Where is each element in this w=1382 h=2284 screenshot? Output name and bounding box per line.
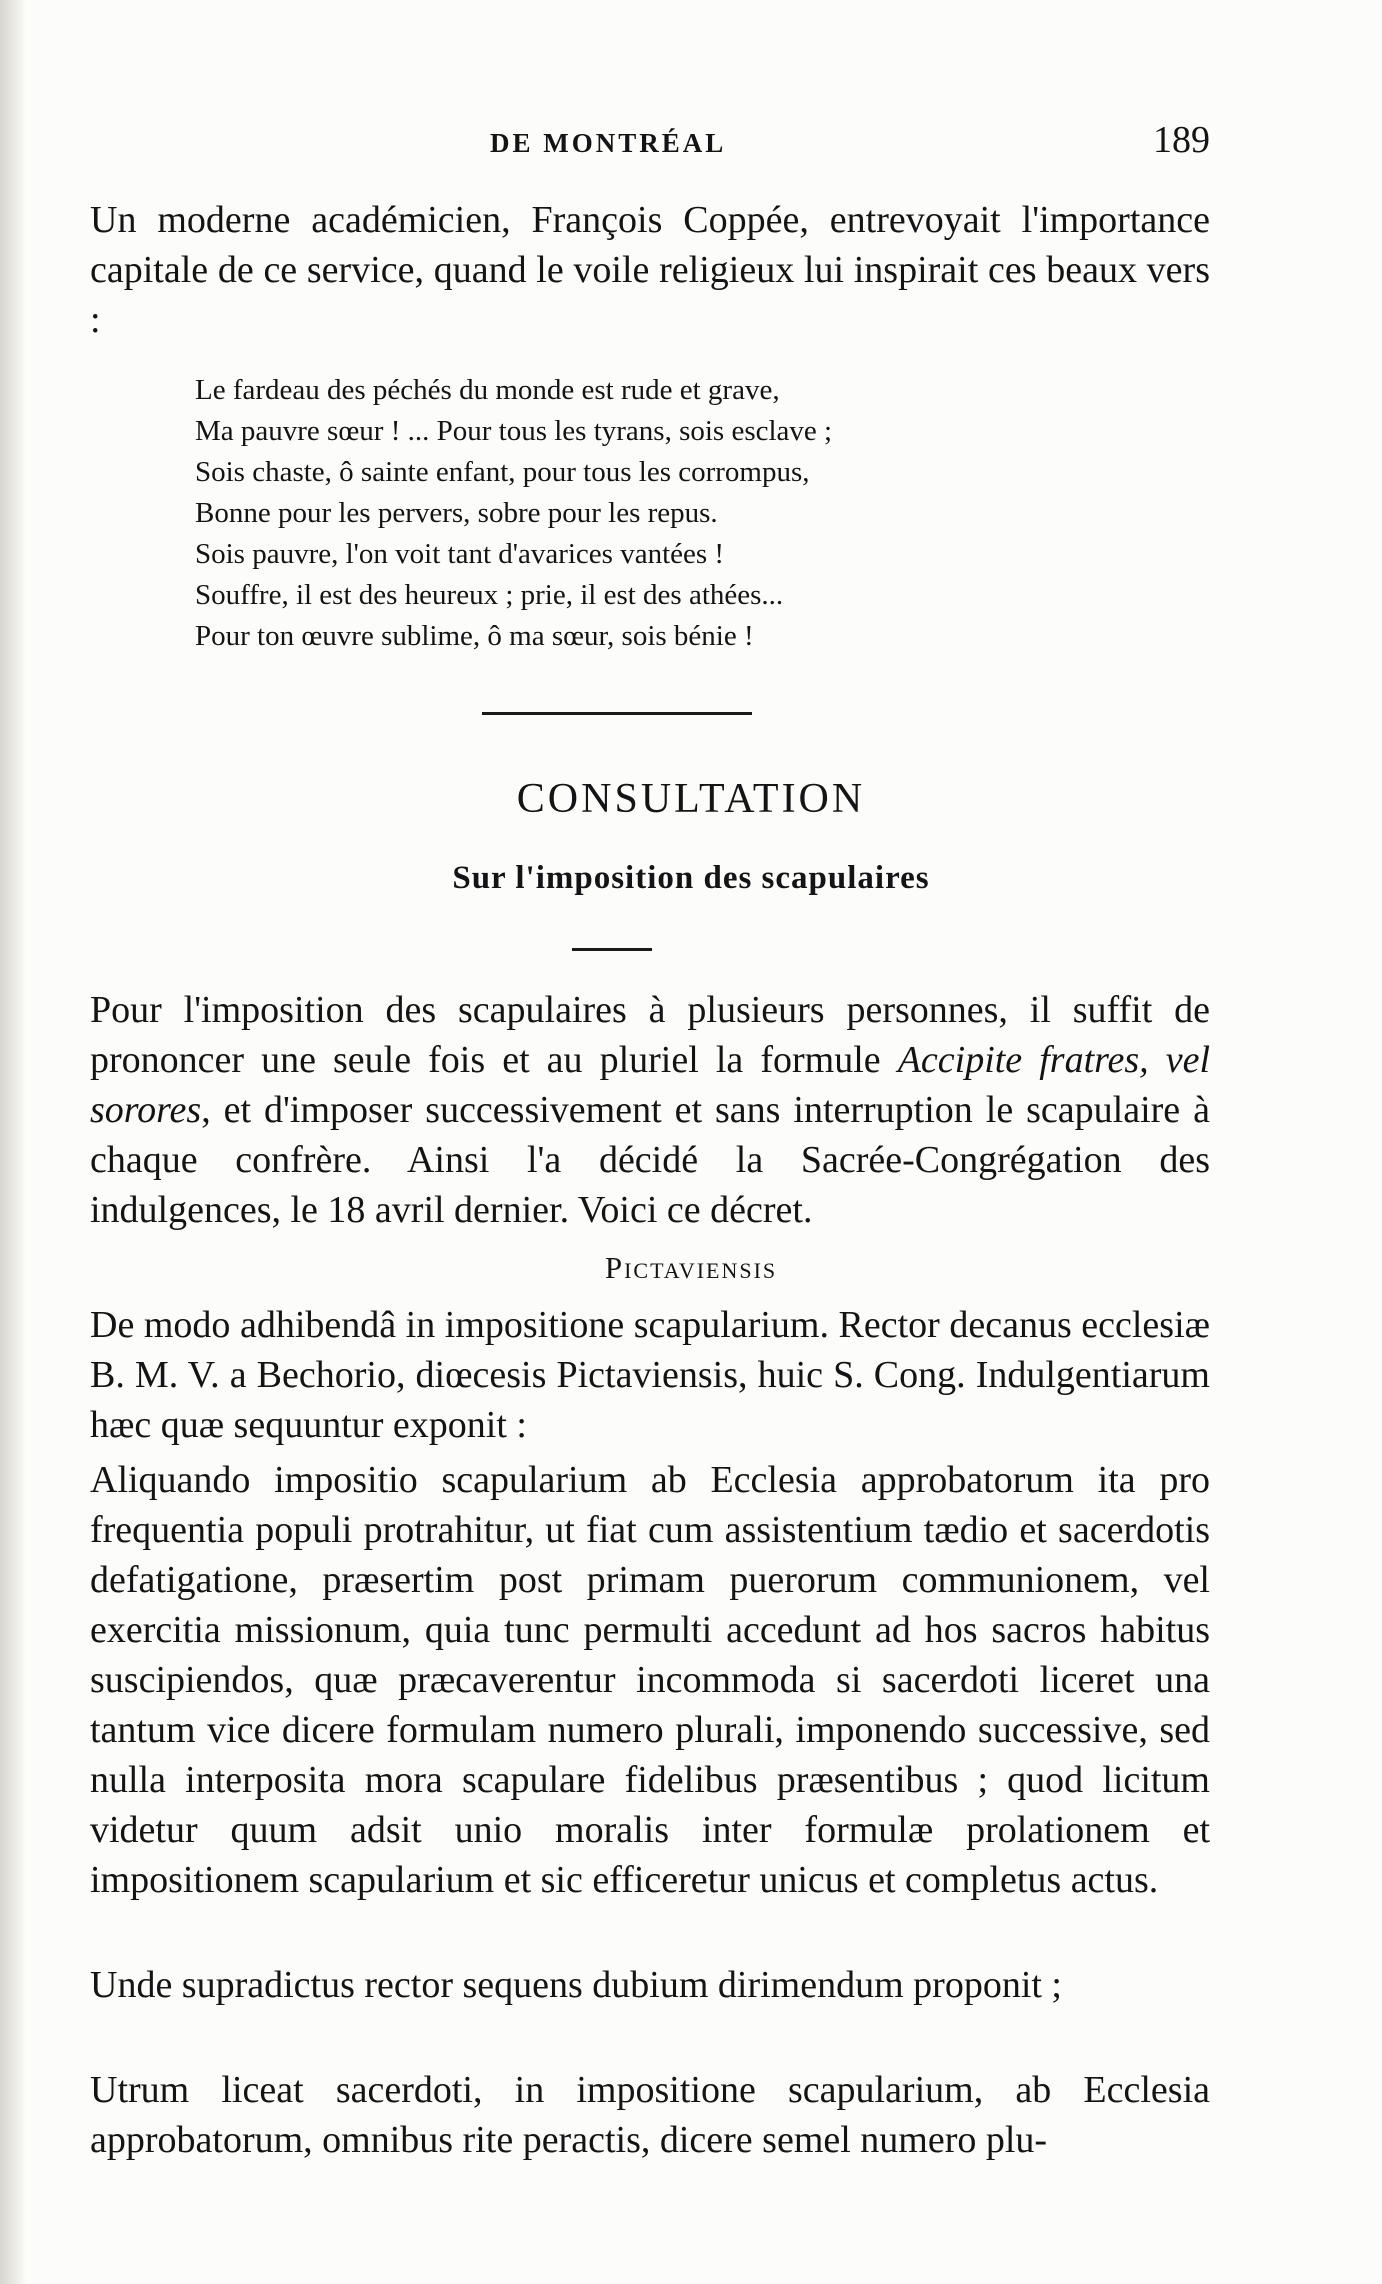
consultation-paragraph — [90, 985, 1210, 1235]
latin-formula: Accipite fratres, vel sorores — [90, 1039, 1211, 1131]
poem-line: Bonne pour les pervers, sobre pour les repus. — [195, 497, 718, 529]
poem-line: Le fardeau des péchés du monde est rude et grave, — [195, 374, 780, 406]
decree-paragraph: De modo adhibendâ in impositione scapularium. Rector decanus ecclesiæ B. M. V. a Bechorio, diœcesis Pictaviensis, huic S. Cong. Indulgentiarum hæc quæ sequuntur exponit : — [90, 1304, 1210, 1446]
section-subtitle: Sur l'imposition des scapulaires — [452, 860, 930, 896]
consultation-text: Pour l'imposition des scapulaires à plusieurs personnes, il suffit de prononcer une seule fois et au pluriel la formule — [90, 989, 1210, 1081]
decree-paragraph: Utrum liceat sacerdoti, in impositione scapularium, ab Ecclesia approbatorum, omnibus rite peractis, dicere semel numero plu- — [90, 2069, 1210, 2161]
scanned-page-edge — [0, 0, 26, 2284]
poem-line: Sois chaste, ô sainte enfant, pour tous les corrompus, — [195, 456, 810, 488]
decree-heading: Pictaviensis — [604, 1250, 778, 1285]
poem-line: Ma pauvre sœur ! ... Pour tous les tyrans, sois esclave ; — [195, 415, 833, 447]
decree-paragraph: Aliquando impositio scapularium ab Ecclesia approbatorum ita pro frequentia populi protrahitur, ut fiat cum assistentium tædio et sacerdotis defatigatione, præsertim post primam puerorum communionem, vel exercitia missionum, quia tunc permulti accedunt ad hos sacros habitus suscipiendos, quæ præcaverentur incommoda si sacerdoti liceret una tantum vice dicere formulam numero plurali, imponendo successive, sed nulla interposita mora scapulare fidelibus præsentibus ; quod licitum videtur quum adsit unio moralis inter formulæ prolationem et impositionem scapularium et sic efficeretur unicus et completus actus. — [90, 1459, 1210, 1901]
poem-line: Souffre, il est des heureux ; prie, il est des athées... — [195, 579, 784, 611]
poem-line: Sois pauvre, l'on voit tant d'avarices vantées ! — [195, 538, 725, 570]
poem-line: Pour ton œuvre sublime, ô ma sœur, sois bénie ! — [195, 620, 754, 652]
intro-paragraph: Un moderne académicien, François Coppée, entrevoyait l'importance capitale de ce service, quand le voile religieux lui inspirait ces beaux vers : — [90, 199, 1210, 341]
running-head: DE MONTRÉAL — [490, 128, 727, 158]
section-title: CONSULTATION — [516, 776, 866, 822]
decree-paragraph: Unde supradictus rector sequens dubium dirimendum proponit ; — [90, 1964, 1062, 2006]
page-number: 189 — [1153, 119, 1210, 161]
page-header — [70, 118, 1220, 168]
poem — [195, 370, 1095, 657]
section-divider — [482, 712, 752, 715]
consultation-text-rest: , et d'imposer successivement et sans interruption le scapulaire à chaque confrère. Ainsi l'a décidé la Sacrée-Congrégation des indulgences, le 18 avril dernier. Voici ce décret. — [90, 1089, 1210, 1231]
subtitle-divider — [572, 948, 652, 951]
